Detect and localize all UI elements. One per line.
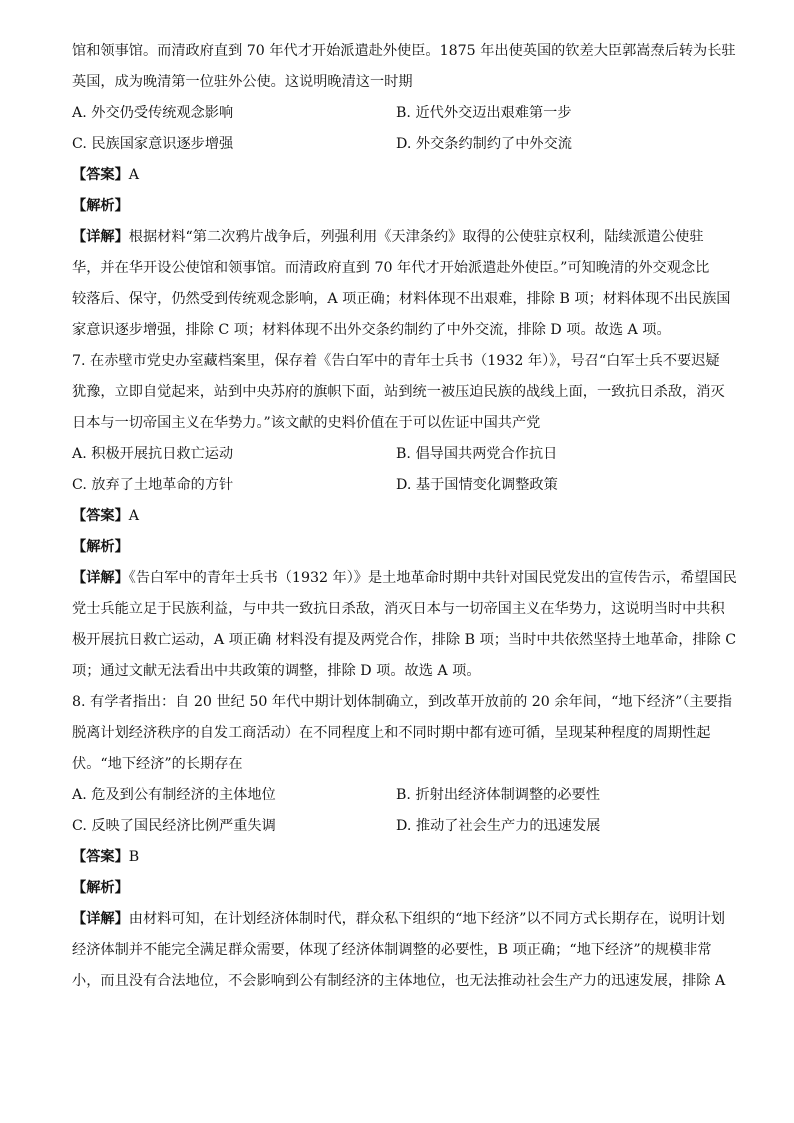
- q6-options-row: [72, 129, 724, 160]
- q7-stem-line: 7. 在赤壁市党史办室藏档案里，保存着《告白军中的青年士兵书（1932 年）》，号召“白军士兵不要迟疑: [72, 353, 720, 369]
- answer-value: A: [128, 167, 140, 183]
- q7-detail-line: 项；通过文献无法看出中共政策的调整，排除 D 项。故选 A 项。: [72, 663, 481, 679]
- q8-option-c: C. 反映了国民经济比例严重失调: [72, 818, 276, 834]
- q7-option-c: C. 放弃了土地革命的方针: [72, 477, 234, 493]
- q6-option-c: C. 民族国家意识逐步增强: [72, 136, 234, 152]
- q6-answer: [72, 160, 724, 191]
- detail-label: 【详解】: [72, 911, 129, 927]
- q8-detail-line: 经济体制并不能完全满足群众需要，体现了经济体制调整的必要性，B 项正确；“地下经济”的规模非常: [72, 942, 712, 958]
- detail-text: 由材料可知，在计划经济体制时代，群众私下组织的“地下经济”以不同方式长期存在，说明计划: [128, 911, 725, 927]
- q7-stem-line: 犹豫，立即自觉起来，站到中央苏府的旗帜下面，站到统一被压迫民族的战线上面，一致抗日杀敌，消灭: [72, 384, 725, 400]
- detail-text: 《告白军中的青年士兵书（1932 年）》是土地革命时期中共针对国民党发出的宣传告示，希望国民: [128, 570, 737, 586]
- q8-options-row: [72, 780, 724, 811]
- q6-detail-line: 家意识逐步增强，排除 C 项；材料体现不出外交条约制约了中外交流，排除 D 项。故选 A 项。: [72, 322, 671, 338]
- q6-option-d: D. 外交条约制约了中外交流: [396, 136, 572, 152]
- q6-options-row: [72, 98, 724, 129]
- q6-analysis-label: 【解析】: [72, 198, 129, 214]
- q6-option-b: B. 近代外交迈出艰难第一步: [396, 105, 572, 121]
- q7-options-row: [72, 439, 724, 470]
- q8-answer: [72, 842, 724, 873]
- q7-detail-line: [72, 563, 737, 594]
- q7-option-a: A. 积极开展抗日救亡运动: [72, 446, 234, 462]
- q8-detail-line: [72, 904, 724, 935]
- answer-label: 【答案】: [72, 508, 129, 524]
- answer-label: 【答案】: [72, 849, 129, 865]
- q7-answer: [72, 501, 724, 532]
- detail-label: 【详解】: [72, 570, 129, 586]
- detail-text: 根据材料“第二次鸦片战争后，列强利用《天津条约》取得的公使驻京权利，陆续派遣公使驻: [128, 229, 704, 245]
- q8-detail-line: 小，而且没有合法地位，不会影响到公有制经济的主体地位，也无法推动社会生产力的迅速发展，排除 A: [72, 973, 726, 989]
- answer-value: B: [128, 849, 140, 865]
- detail-label: 【详解】: [72, 229, 129, 245]
- q7-detail-line: 极开展抗日救亡运动，A 项正确 材料没有提及两党合作，排除 B 项；当时中共依然坚持土地革命，排除 C: [72, 632, 737, 648]
- q8-option-a: A. 危及到公有制经济的主体地位: [72, 787, 276, 803]
- q8-stem-line: 伏。“地下经济”的长期存在: [72, 756, 243, 772]
- q7-option-d: D. 基于国情变化调整政策: [396, 477, 558, 493]
- q8-stem-line: 脱离计划经济秩序的自发工商活动）在不同程度上和不同时期中都有迹可循，呈现某种程度的周期性起: [72, 725, 711, 741]
- answer-label: 【答案】: [72, 167, 129, 183]
- intro-line: 英国，成为晚清第一位驻外公使。这说明晚清这一时期: [72, 74, 413, 90]
- answer-value: A: [128, 508, 140, 524]
- document-page: [72, 36, 737, 997]
- q8-stem-line: 8. 有学者指出：自 20 世纪 50 年代中期计划体制确立，到改革开放前的 20 余年间，“地下经济”（主要指: [72, 694, 732, 710]
- q6-detail-line: [72, 222, 724, 253]
- q7-stem-line: 日本与一切帝国主义在华势力。”该文献的史料价值在于可以佐证中国共产党: [72, 415, 541, 431]
- intro-line: 馆和领事馆。而清政府直到 70 年代才开始派遣赴外使臣。1875 年出使英国的钦差大臣郭嵩焘后转为长驻: [72, 43, 736, 59]
- q8-option-b: B. 折射出经济体制调整的必要性: [396, 787, 600, 803]
- q8-options-row: [72, 811, 724, 842]
- q6-detail-line: 华，并在华开设公使馆和领事馆。而清政府直到 70 年代才开始派遣赴外使臣。”可知晚清的外交观念比: [72, 260, 710, 276]
- q7-analysis-label: 【解析】: [72, 539, 129, 555]
- q8-analysis-label: 【解析】: [72, 880, 129, 896]
- q7-options-row: [72, 470, 724, 501]
- q7-detail-line: 党士兵能立足于民族利益，与中共一致抗日杀敌，消灭日本与一切帝国主义在华势力，这说明当时中共积: [72, 601, 725, 617]
- q8-option-d: D. 推动了社会生产力的迅速发展: [396, 818, 601, 834]
- q6-option-a: A. 外交仍受传统观念影响: [72, 105, 234, 121]
- q7-option-b: B. 倡导国共两党合作抗日: [396, 446, 558, 462]
- q6-detail-line: 较落后、保守，仍然受到传统观念影响，A 项正确；材料体现不出艰难，排除 B 项；材料体现不出民族国: [72, 291, 731, 307]
